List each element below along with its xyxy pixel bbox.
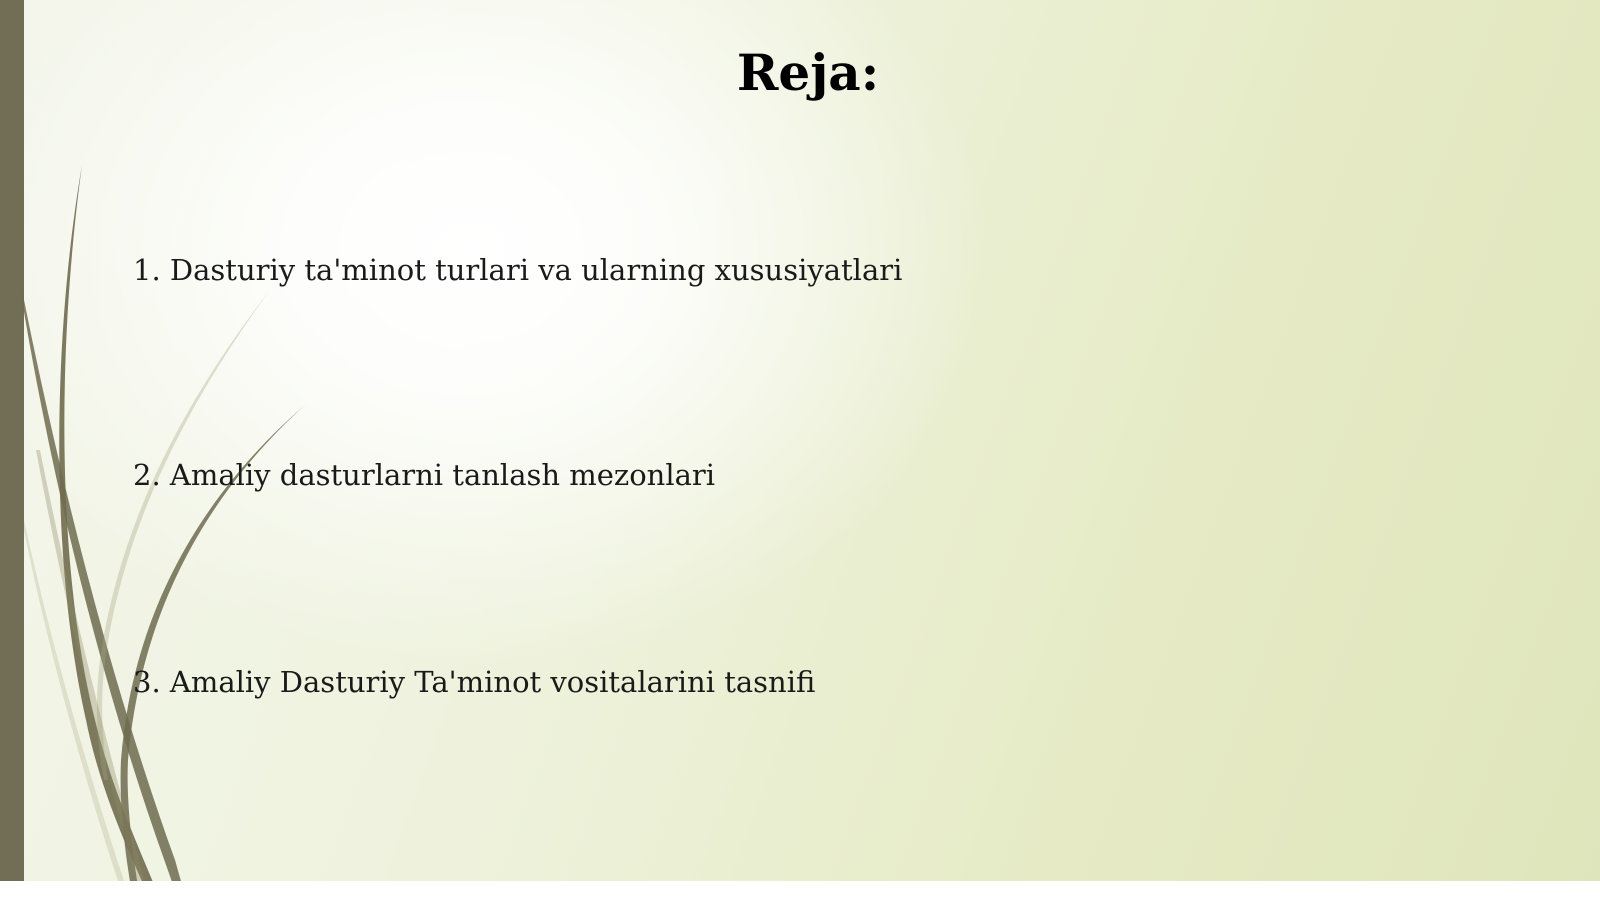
agenda-item-1: 1. Dasturiy ta'minot turlari va ularning xususiyatlari [133, 253, 903, 287]
grass-blade-6 [24, 520, 130, 899]
grass-blade-2 [22, 290, 186, 899]
agenda-item-3: 3. Amaliy Dasturiy Ta'minot vositalarini tasnifi [133, 665, 816, 699]
grass-decoration [0, 0, 340, 899]
agenda-item-2: 2. Amaliy dasturlarni tanlash mezonlari [133, 458, 716, 492]
bottom-strip [0, 881, 1600, 899]
slide-title: Reja: [736, 43, 880, 102]
